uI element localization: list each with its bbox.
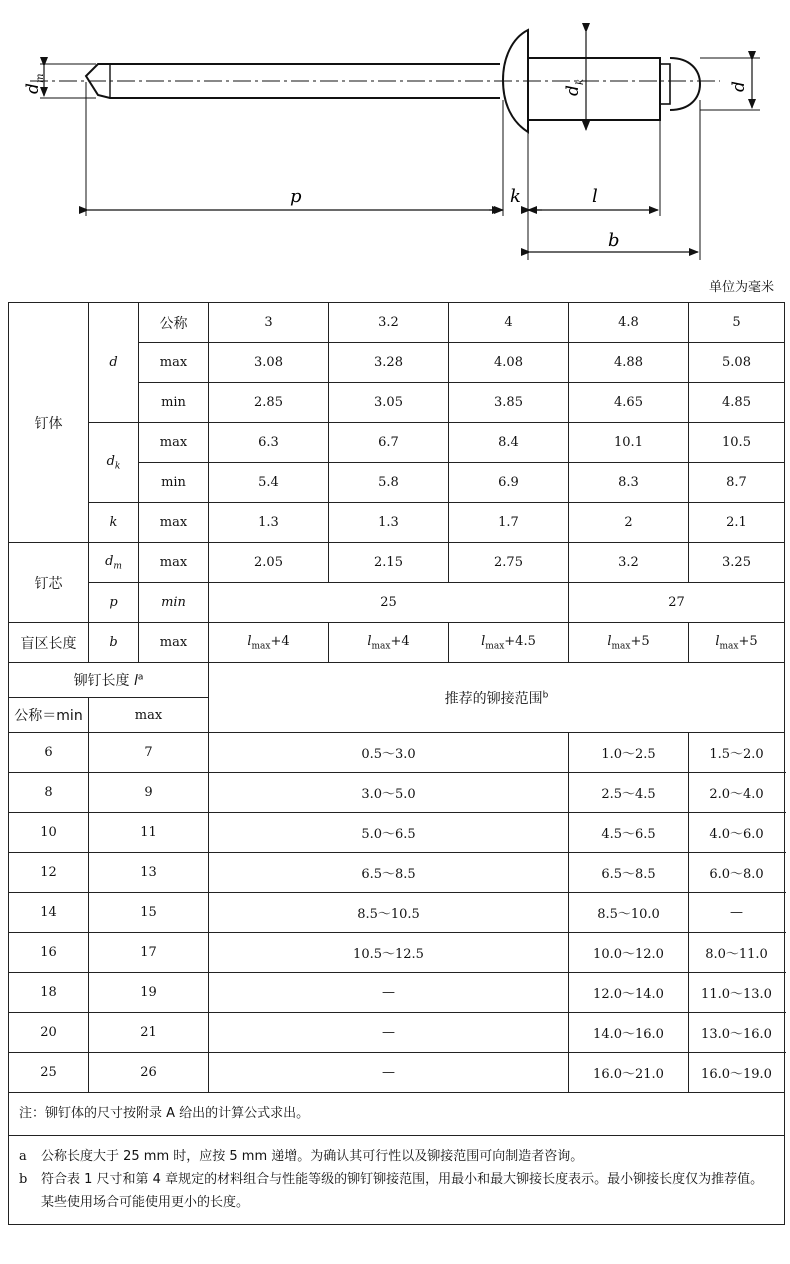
row-dm-max bbox=[9, 543, 785, 583]
mandrel-ball-shape bbox=[670, 58, 700, 110]
cell: 8.3 bbox=[569, 463, 689, 503]
cell: 3.85 bbox=[449, 383, 569, 423]
range-col-1: 5.0～6.5 bbox=[209, 813, 569, 853]
range-col-2: 16.0～21.0 bbox=[569, 1053, 689, 1093]
range-col-2: 8.5～10.0 bbox=[569, 893, 689, 933]
length-nominal: 8 bbox=[9, 773, 89, 813]
cell: 27 bbox=[569, 583, 785, 623]
cell: 5.8 bbox=[329, 463, 449, 503]
cell: 3.28 bbox=[329, 343, 449, 383]
symbol-dk: $d_k$ bbox=[89, 423, 139, 503]
footnotes bbox=[9, 1136, 785, 1225]
length-nominal: 10 bbox=[9, 813, 89, 853]
group-mandrel: 钉芯 bbox=[9, 543, 89, 623]
label-dk: d bbox=[563, 85, 583, 96]
range-col-1: — bbox=[209, 1013, 569, 1053]
footnote-a: a 公称长度大于 25 mm 时，应按 5 mm 递增。为确认其可行性以及铆接范围可向制造者咨询。 bbox=[19, 1149, 584, 1165]
range-col-1: — bbox=[209, 973, 569, 1013]
label-l: l bbox=[592, 186, 598, 207]
col-max: max bbox=[89, 698, 209, 733]
cell: 6.9 bbox=[449, 463, 569, 503]
cell: 4.85 bbox=[689, 383, 785, 423]
range-col-3: 8.0～11.0 bbox=[689, 933, 785, 973]
length-max: 9 bbox=[89, 773, 209, 813]
label-dm: d bbox=[23, 83, 43, 94]
min-label: min bbox=[139, 463, 209, 503]
length-max: 15 bbox=[89, 893, 209, 933]
cell: 3.25 bbox=[689, 543, 785, 583]
range-col-2: 6.5～8.5 bbox=[569, 853, 689, 893]
length-max: 19 bbox=[89, 973, 209, 1013]
length-nominal: 6 bbox=[9, 733, 89, 773]
range-row bbox=[9, 853, 785, 893]
cell: 2.1 bbox=[689, 503, 785, 543]
range-col-2: 1.0～2.5 bbox=[569, 733, 689, 773]
length-max: 13 bbox=[89, 853, 209, 893]
cell: 2 bbox=[569, 503, 689, 543]
range-row bbox=[9, 933, 785, 973]
row-note bbox=[9, 1093, 785, 1136]
length-nominal: 12 bbox=[9, 853, 89, 893]
cell: $l_{max}+4.5$ bbox=[449, 623, 569, 663]
label-p: p bbox=[290, 186, 302, 207]
nominal-value: 3.2 bbox=[329, 303, 449, 343]
range-col-3: — bbox=[689, 893, 785, 933]
symbol-b: b bbox=[89, 623, 139, 663]
min-label: min bbox=[139, 583, 209, 623]
length-max: 26 bbox=[89, 1053, 209, 1093]
symbol-dm: $d_m$ bbox=[89, 543, 139, 583]
cell: 2.15 bbox=[329, 543, 449, 583]
cell: 3.08 bbox=[209, 343, 329, 383]
nominal-label: 公称 bbox=[139, 303, 209, 343]
nominal-value: 3 bbox=[209, 303, 329, 343]
length-nominal: 25 bbox=[9, 1053, 89, 1093]
label-k: k bbox=[510, 186, 521, 207]
range-col-3: 6.0～8.0 bbox=[689, 853, 785, 893]
cell: 8.4 bbox=[449, 423, 569, 463]
label-b: b bbox=[608, 230, 620, 251]
cell: $l_{max}+5$ bbox=[689, 623, 785, 663]
length-header: 铆钉长度 $l^a$ bbox=[9, 663, 209, 698]
label-d: d bbox=[729, 81, 749, 92]
length-max: 11 bbox=[89, 813, 209, 853]
nominal-value: 4 bbox=[449, 303, 569, 343]
range-col-2: 10.0～12.0 bbox=[569, 933, 689, 973]
max-label: max bbox=[139, 623, 209, 663]
row-nominal bbox=[9, 303, 785, 343]
length-max: 7 bbox=[89, 733, 209, 773]
group-body: 钉体 bbox=[9, 303, 89, 543]
rivet-body-shape bbox=[528, 58, 660, 120]
cell: 1.3 bbox=[329, 503, 449, 543]
cell: $l_{max}+5$ bbox=[569, 623, 689, 663]
rivet-spec-table bbox=[8, 302, 785, 1225]
range-col-3: 16.0～19.0 bbox=[689, 1053, 785, 1093]
cell: 2.85 bbox=[209, 383, 329, 423]
cell: 4.65 bbox=[569, 383, 689, 423]
symbol-k: k bbox=[89, 503, 139, 543]
range-col-1: 0.5～3.0 bbox=[209, 733, 569, 773]
cell: 25 bbox=[209, 583, 569, 623]
cell: $l_{max}+4$ bbox=[329, 623, 449, 663]
range-row bbox=[9, 973, 785, 1013]
row-dk-max bbox=[9, 423, 785, 463]
rivet-dimension-diagram bbox=[0, 0, 790, 270]
table-note: 注：铆钉体的尺寸按附录 A 给出的计算公式求出。 bbox=[9, 1093, 785, 1136]
cell: 5.4 bbox=[209, 463, 329, 503]
range-rows bbox=[9, 733, 785, 1093]
min-label: min bbox=[139, 383, 209, 423]
range-row bbox=[9, 813, 785, 853]
range-col-1: 6.5～8.5 bbox=[209, 853, 569, 893]
max-label: max bbox=[139, 503, 209, 543]
row-length-header bbox=[9, 663, 785, 698]
range-col-3: 4.0～6.0 bbox=[689, 813, 785, 853]
length-max: 17 bbox=[89, 933, 209, 973]
row-footnotes bbox=[9, 1136, 785, 1225]
cell: 3.2 bbox=[569, 543, 689, 583]
footnote-b: b 符合表 1 尺寸和第 4 章规定的材料组合与性能等级的铆钉铆接范围，用最小和最大铆接长度表示。最小铆接长度仅为推荐值。某些使用场合可能使用更小的长度。 bbox=[19, 1171, 764, 1210]
range-col-3: 2.0～4.0 bbox=[689, 773, 785, 813]
length-nominal: 20 bbox=[9, 1013, 89, 1053]
range-row bbox=[9, 893, 785, 933]
group-blind: 盲区长度 bbox=[9, 623, 89, 663]
range-col-1: 10.5～12.5 bbox=[209, 933, 569, 973]
range-col-3: 11.0～13.0 bbox=[689, 973, 785, 1013]
cell: 6.7 bbox=[329, 423, 449, 463]
range-col-1: 8.5～10.5 bbox=[209, 893, 569, 933]
range-row bbox=[9, 733, 785, 773]
symbol-p: p bbox=[89, 583, 139, 623]
length-nominal: 18 bbox=[9, 973, 89, 1013]
row-p-min bbox=[9, 583, 785, 623]
range-row bbox=[9, 1013, 785, 1053]
cell: 4.08 bbox=[449, 343, 569, 383]
range-col-2: 12.0～14.0 bbox=[569, 973, 689, 1013]
cell: 1.7 bbox=[449, 503, 569, 543]
cell: $l_{max}+4$ bbox=[209, 623, 329, 663]
cell: 8.7 bbox=[689, 463, 785, 503]
cell: 4.88 bbox=[569, 343, 689, 383]
row-k-max bbox=[9, 503, 785, 543]
length-nominal: 16 bbox=[9, 933, 89, 973]
cell: 2.75 bbox=[449, 543, 569, 583]
range-col-1: 3.0～5.0 bbox=[209, 773, 569, 813]
range-header: 推荐的铆接范围$^b$ bbox=[209, 663, 785, 733]
range-col-1: — bbox=[209, 1053, 569, 1093]
cell: 5.08 bbox=[689, 343, 785, 383]
range-row bbox=[9, 773, 785, 813]
cell: 2.05 bbox=[209, 543, 329, 583]
row-b-max bbox=[9, 623, 785, 663]
symbol-d: d bbox=[89, 303, 139, 423]
cell: 6.3 bbox=[209, 423, 329, 463]
cell: 3.05 bbox=[329, 383, 449, 423]
nominal-value: 4.8 bbox=[569, 303, 689, 343]
col-nominal-min: 公称＝min bbox=[9, 698, 89, 733]
unit-note: 单位为毫米 bbox=[708, 280, 774, 295]
range-col-3: 1.5～2.0 bbox=[689, 733, 785, 773]
label-dk-sub: k bbox=[575, 78, 586, 85]
range-col-2: 4.5～6.5 bbox=[569, 813, 689, 853]
range-col-2: 2.5～4.5 bbox=[569, 773, 689, 813]
cell: 10.5 bbox=[689, 423, 785, 463]
range-col-3: 13.0～16.0 bbox=[689, 1013, 785, 1053]
cell: 1.3 bbox=[209, 503, 329, 543]
max-label: max bbox=[139, 543, 209, 583]
max-label: max bbox=[139, 343, 209, 383]
length-max: 21 bbox=[89, 1013, 209, 1053]
range-row bbox=[9, 1053, 785, 1093]
length-nominal: 14 bbox=[9, 893, 89, 933]
nominal-value: 5 bbox=[689, 303, 785, 343]
cell: 10.1 bbox=[569, 423, 689, 463]
max-label: max bbox=[139, 423, 209, 463]
label-dm-sub: m bbox=[35, 73, 46, 83]
range-col-2: 14.0～16.0 bbox=[569, 1013, 689, 1053]
